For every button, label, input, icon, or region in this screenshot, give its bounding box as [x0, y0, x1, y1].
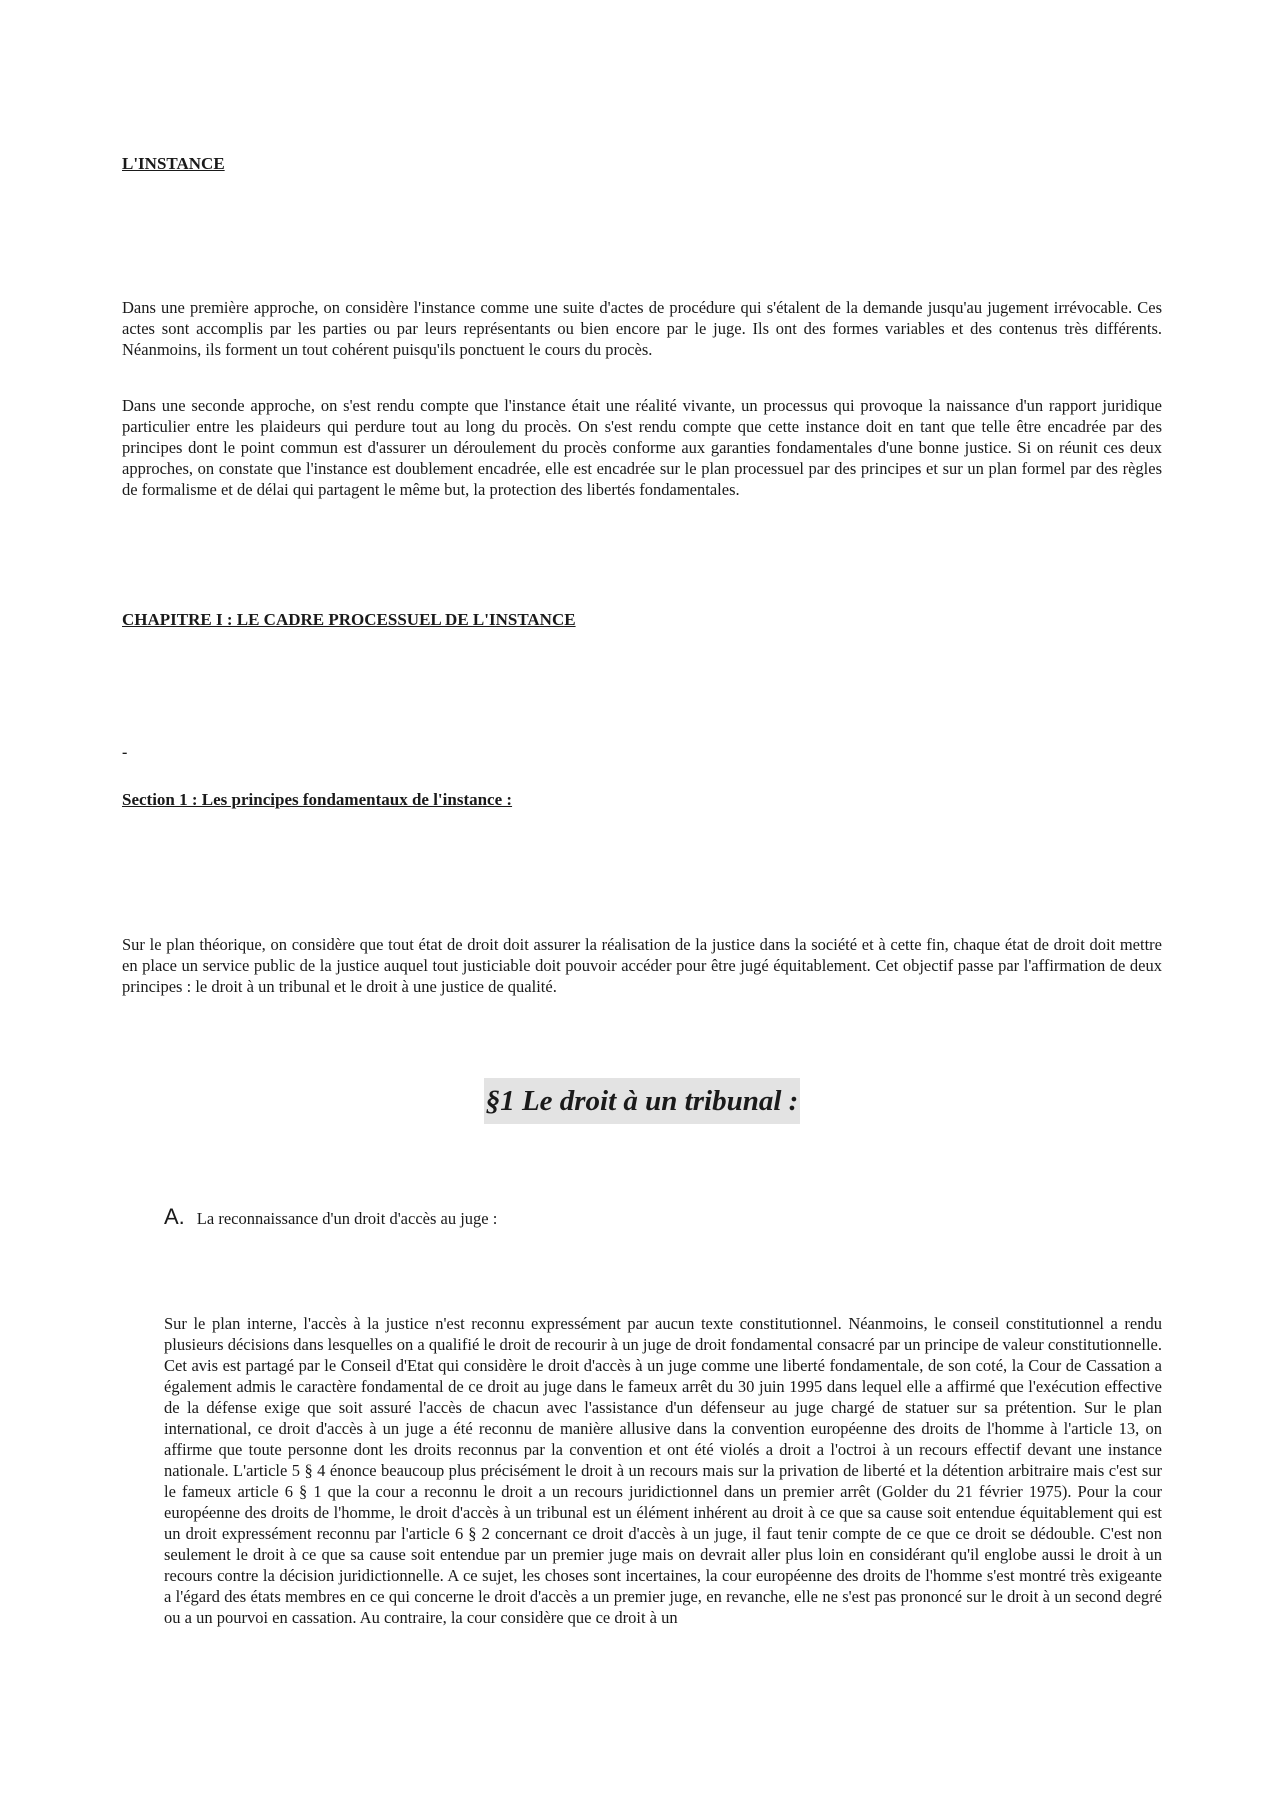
intro-paragraph-2: Dans une seconde approche, on s'est rendu compte que l'instance était une réalité vivante, un processus qui provoque la naissance d'un rapport juridique particulier entre les plaideurs qui perdure tout au long du procès. On s'est rendu compte que cette instance doit en tant que telle être encadrée par des principes dont le point commun est d'assurer un déroulement du procès conforme aux garanties fondamentales d'une bonne justice. Si on réunit ces deux approches, on constate que l'instance est doublement encadrée, elle est encadrée sur le plan processuel par des principes et sur un plan formel par des règles de formalisme et de délai qui partagent le même but, la protection des libertés fondamentales.: [122, 396, 1162, 499]
intro-paragraph-1: Dans une première approche, on considère l'instance comme une suite d'actes de procédure qui s'étalent de la demande jusqu'au jugement irrévocable. Ces actes sont accomplis par les parties ou par leurs représentants ou bien encore par le juge. Ils ont des formes variables et des contenus très différents. Néanmoins, ils forment un tout cohérent puisqu'ils ponctuent le cours du procès.: [122, 298, 1162, 359]
subsection-letter: A.: [164, 1204, 185, 1229]
subsection-heading: [164, 1204, 497, 1230]
separator-dash: -: [122, 744, 128, 761]
section-heading: Section 1 : Les principes fondamentaux de l'instance :: [122, 790, 513, 809]
paragraph-title: §1 Le droit à un tribunal :: [484, 1078, 800, 1124]
chapter-title: CHAPITRE I : LE CADRE PROCESSUEL DE L'INSTANCE: [122, 610, 576, 629]
body-paragraph: Sur le plan interne, l'accès à la justice n'est reconnu expressément par aucun texte constitutionnel. Néanmoins, le conseil constitutionnel a rendu plusieurs décisions dans lesquelles on a qualifié le droit de recourir à un juge de droit fondamental consacré par un principe de valeur constitutionnelle. Cet avis est partagé par le Conseil d'Etat qui considère le droit d'accès à un juge comme une liberté fondamentale, de son coté, la Cour de Cassation a également admis le caractère fondamental de ce droit au juge dans le fameux arrêt du 30 juin 1995 dans lequel elle a affirmé que l'exécution effective de la défense exige que soit assuré l'accès de chacun avec l'assistance d'un défenseur au juge chargé de statuer sur sa prétention. Sur le plan international, ce droit d'accès à un juge a été reconnu de manière allusive dans la convention européenne des droits de l'homme à l'article 13, on affirme que toute personne dont les droits reconnus par la convention et ont été violés a droit a l'octroi à un recours effectif devant une instance nationale. L'article 5 § 4 énonce beaucoup plus précisément le droit à un recours mais sur la privation de liberté et la détention arbitraire mais c'est sur le fameux article 6 § 1 que la cour a reconnu le droit a un recours juridictionnel dans un premier arrêt (Golder du 21 février 1975). Pour la cour européenne des droits de l'homme, le droit d'accès à un tribunal est un élément inhérent au droit à ce que sa cause soit entendue équitablement qui est un droit expressément reconnu par l'article 6 § 2 concernant ce droit d'accès à un juge, il faut tenir compte de ce que ce droit se dédouble. C'est non seulement le droit à ce que sa cause soit entendue par un premier juge mais on devrait aller plus loin en considérant qu'il englobe aussi le droit à un recours contre la décision juridictionnelle. A ce sujet, les choses sont incertaines, la cour européenne des droits de l'homme s'est montré très exigeante a l'égard des états membres en ce qui concerne le droit d'accès a un premier juge, en revanche, elle ne s'est pas prononcé sur le droit à un second degré ou a un pourvoi en cassation. Au contraire, la cour considère que ce droit à un: [164, 1314, 1162, 1627]
section-paragraph: Sur le plan théorique, on considère que tout état de droit doit assurer la réalisation de la justice dans la société et à cette fin, chaque état de droit doit mettre en place un service public de la justice auquel tout justiciable doit pouvoir accéder pour être jugé équitablement. Cet objectif passe par l'affirmation de deux principes : le droit à un tribunal et le droit à une justice de qualité.: [122, 935, 1162, 996]
subsection-title: La reconnaissance d'un droit d'accès au juge :: [196, 1209, 498, 1228]
document-title: L'INSTANCE: [122, 154, 225, 173]
